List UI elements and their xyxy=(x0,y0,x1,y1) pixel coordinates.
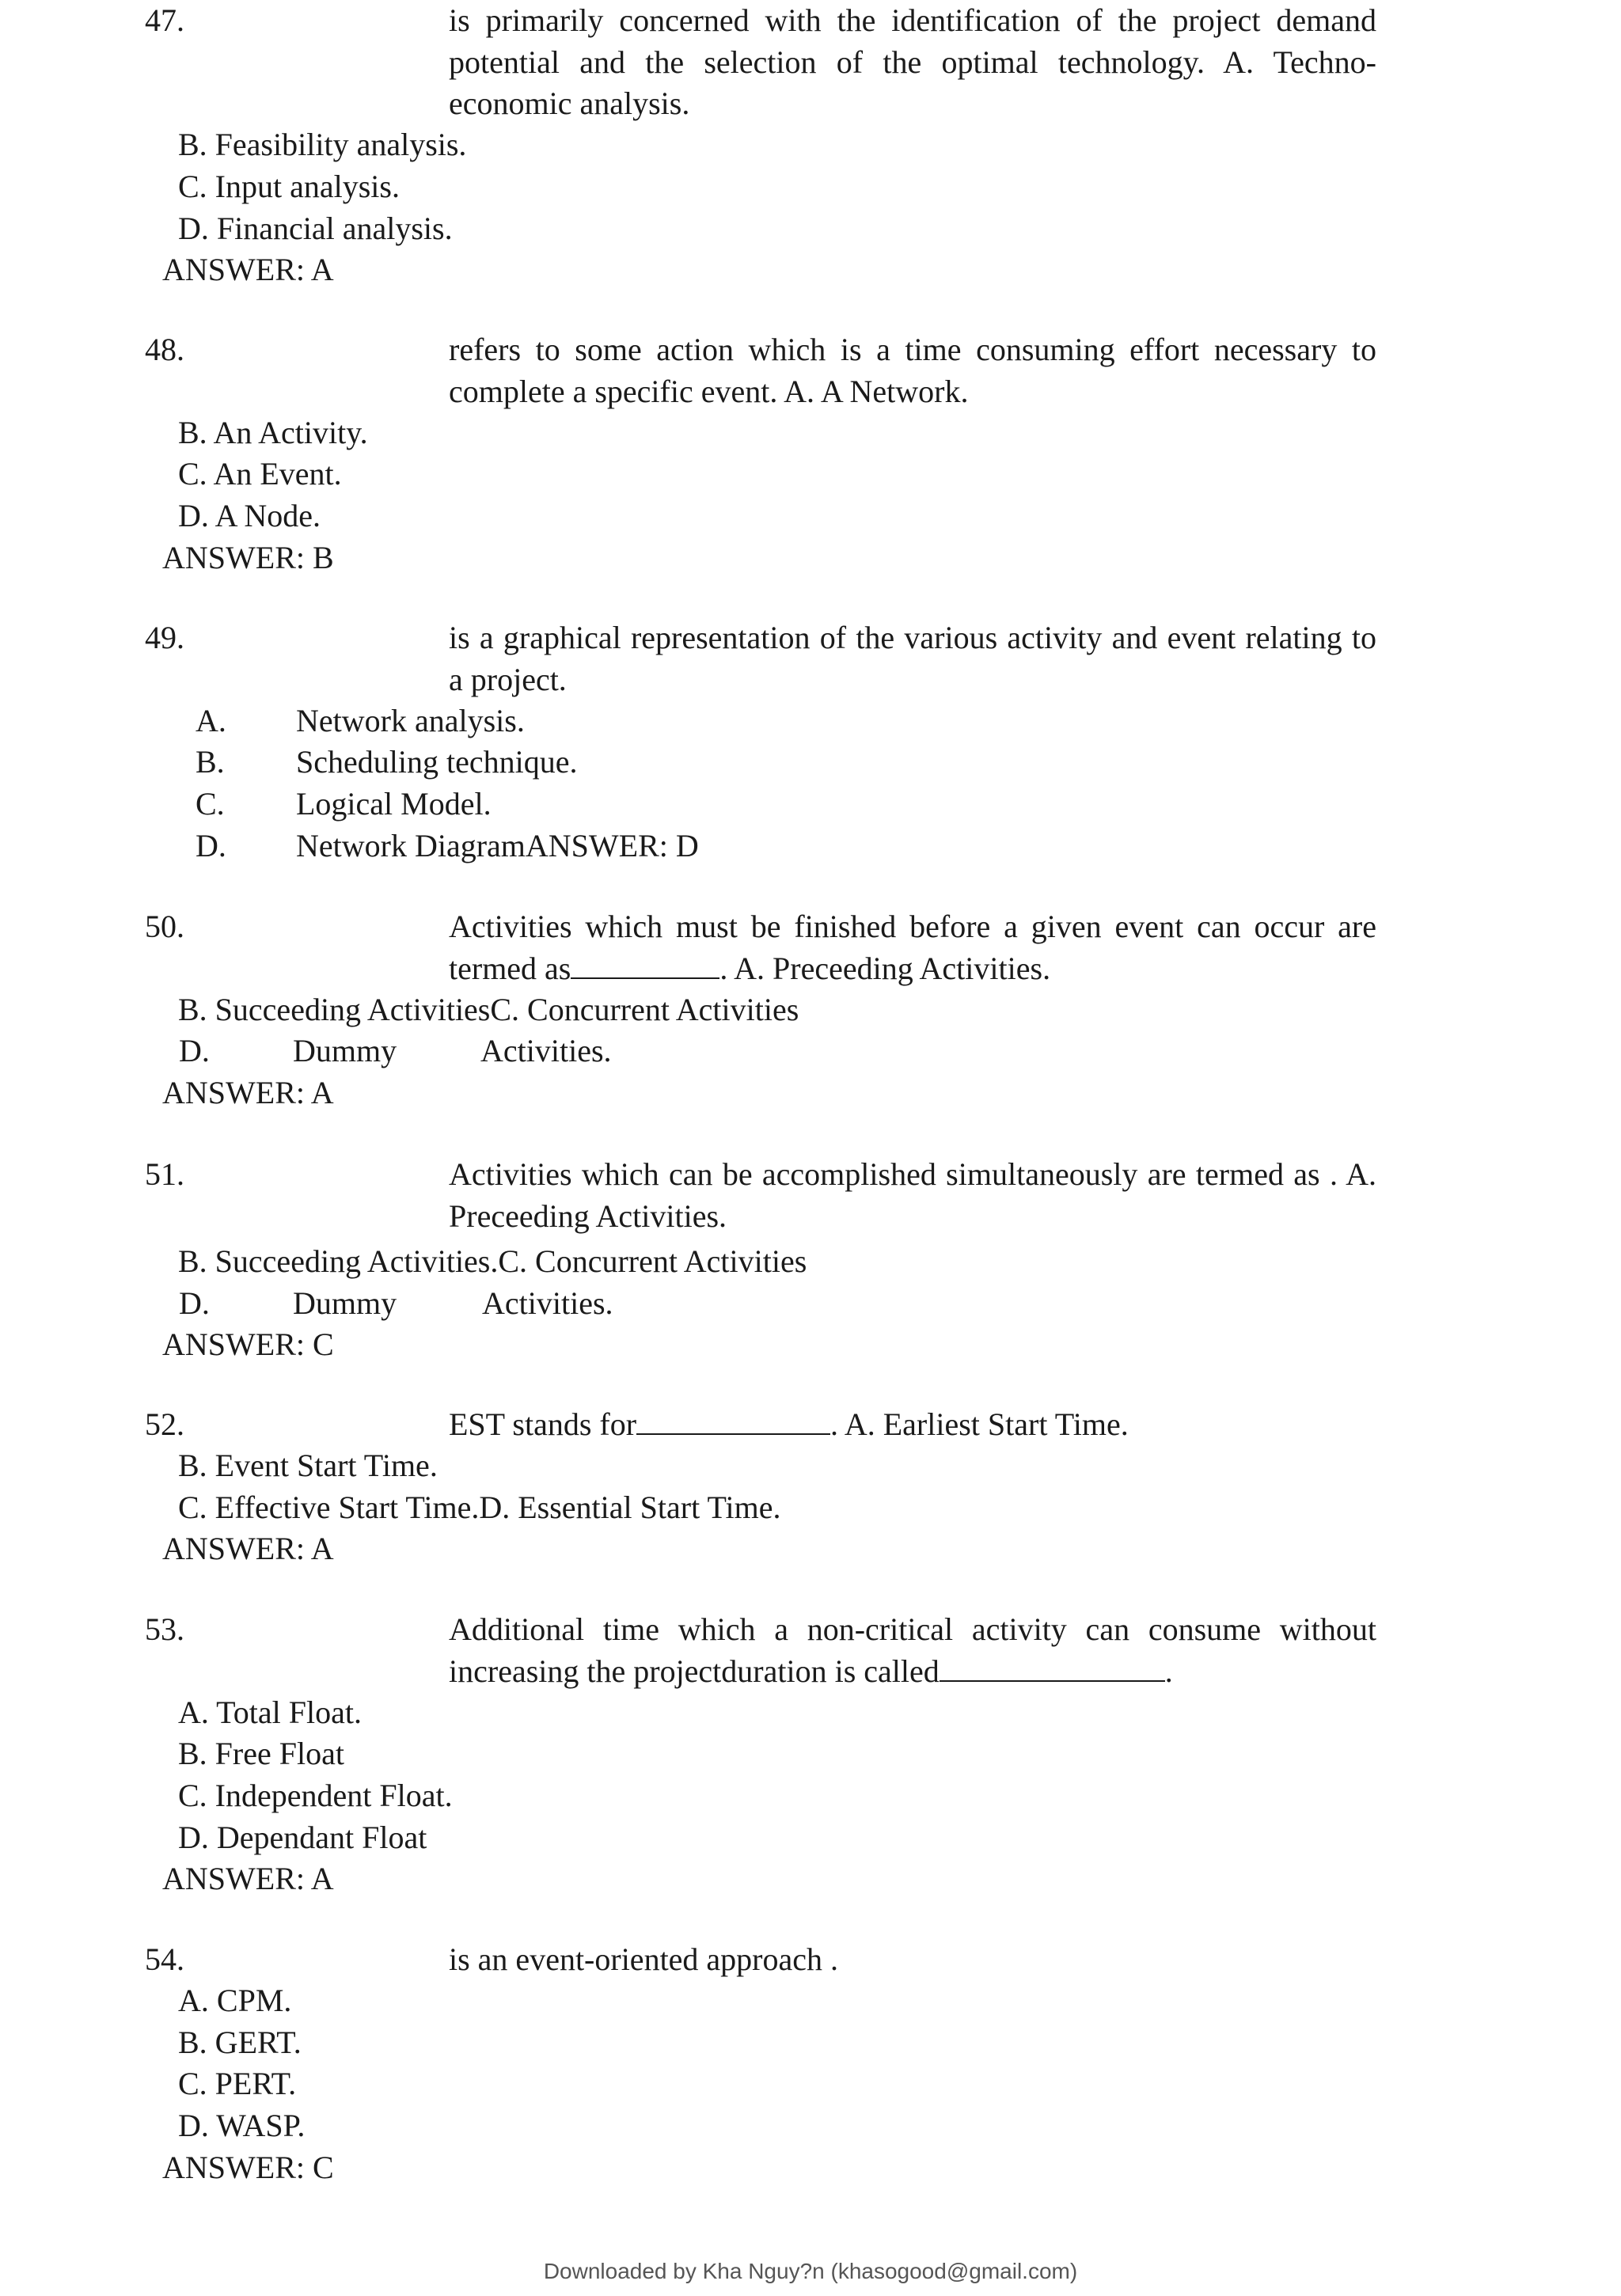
stem-text-after: . A. Preceeding Activities. xyxy=(719,950,1051,986)
question-stem: is an event-oriented approach . xyxy=(449,1941,839,1977)
stem-text: EST stands for xyxy=(449,1406,637,1442)
option-a-letter: A. xyxy=(196,703,226,738)
option-d: D. Dependant Float xyxy=(178,1820,427,1855)
option-c-letter: C. xyxy=(196,786,225,822)
answer-blank xyxy=(571,951,719,979)
option-d: D. WASP. xyxy=(178,2108,306,2143)
question-number: 53. xyxy=(145,1611,184,1647)
option-b: B. An Activity. xyxy=(178,415,368,450)
option-d-word: Dummy xyxy=(293,1033,397,1068)
option-d: D. A Node. xyxy=(178,498,321,533)
option-c: C. Input analysis. xyxy=(178,169,400,204)
option-b: B. GERT. xyxy=(178,2025,302,2060)
question-stem: is primarily concerned with the identification of the project demand potential and the selection of the optimal technology. A. Techno-economic analysis. xyxy=(449,2,1376,121)
option-c-text: Logical Model. xyxy=(296,786,492,822)
question-number: 51. xyxy=(145,1156,184,1192)
answer-line: ANSWER: A xyxy=(162,1531,334,1566)
question-stem xyxy=(449,1609,1376,1692)
answer-line: ANSWER: B xyxy=(162,540,334,575)
stem-text-after: . A. Earliest Start Time. xyxy=(830,1406,1129,1442)
option-d-letter: D. xyxy=(179,1033,210,1068)
option-d-text: Network DiagramANSWER: D xyxy=(296,828,699,863)
answer-blank xyxy=(636,1406,830,1435)
answer-line: ANSWER: C xyxy=(162,1326,334,1362)
option-a-text: Network analysis. xyxy=(296,703,525,738)
question-stem: Activities which can be accomplished simultaneously are termed as . A. Preceeding Activities. xyxy=(449,1156,1376,1234)
answer-blank xyxy=(940,1653,1165,1682)
question-number: 47. xyxy=(145,2,184,38)
option-d: D. Financial analysis. xyxy=(178,211,453,246)
answer-line: ANSWER: A xyxy=(162,1861,334,1896)
option-c: C. An Event. xyxy=(178,456,342,491)
option-d-word: Activities. xyxy=(480,1033,612,1068)
question-number: 48. xyxy=(145,332,184,367)
option-b: B. Feasibility analysis. xyxy=(178,127,467,162)
option-b-text: Scheduling technique. xyxy=(296,744,578,780)
option-d-word: Dummy xyxy=(293,1285,397,1321)
option-b-letter: B. xyxy=(196,744,225,780)
option-d-letter: D. xyxy=(179,1285,210,1321)
question-stem: is a graphical representation of the various activity and event relating to a project. xyxy=(449,620,1376,697)
option-d-letter: D. xyxy=(196,828,226,863)
question-stem xyxy=(449,906,1376,989)
question-stem: refers to some action which is a time consuming effort necessary to complete a specific event. A. A Network. xyxy=(449,332,1376,409)
download-footer: Downloaded by Kha Nguy?n (khasogood@gmail.com) xyxy=(543,2259,1078,2283)
answer-line: ANSWER: C xyxy=(162,2150,334,2185)
option-b: B. Free Float xyxy=(178,1736,344,1771)
option-b: B. Event Start Time. xyxy=(178,1448,438,1483)
answer-line: ANSWER: A xyxy=(162,1075,334,1110)
option-c: C. PERT. xyxy=(178,2066,297,2101)
answer-line: ANSWER: A xyxy=(162,252,334,287)
stem-text: Activities which must be finished before a given event can occur are termed as xyxy=(449,909,1376,986)
question-number: 49. xyxy=(145,620,184,655)
stem-text-after: . xyxy=(1164,1653,1173,1689)
option-a: A. Total Float. xyxy=(178,1694,363,1730)
question-number: 50. xyxy=(145,909,184,944)
option-c-d: C. Effective Start Time.D. Essential Start Time. xyxy=(178,1490,781,1525)
option-b-c: B. Succeeding Activities.C. Concurrent Activities xyxy=(178,1243,807,1279)
option-c: C. Independent Float. xyxy=(178,1778,453,1813)
stem-text: Additional time which a non-critical activity can consume without increasing the projectduration is called xyxy=(449,1611,1376,1689)
option-d-word: Activities. xyxy=(482,1285,613,1321)
question-stem xyxy=(449,1404,1376,1446)
question-number: 54. xyxy=(145,1941,184,1977)
question-number: 52. xyxy=(145,1406,184,1442)
option-a: A. CPM. xyxy=(178,1983,292,2018)
option-b-c: B. Succeeding ActivitiesC. Concurrent Activities xyxy=(178,992,799,1027)
